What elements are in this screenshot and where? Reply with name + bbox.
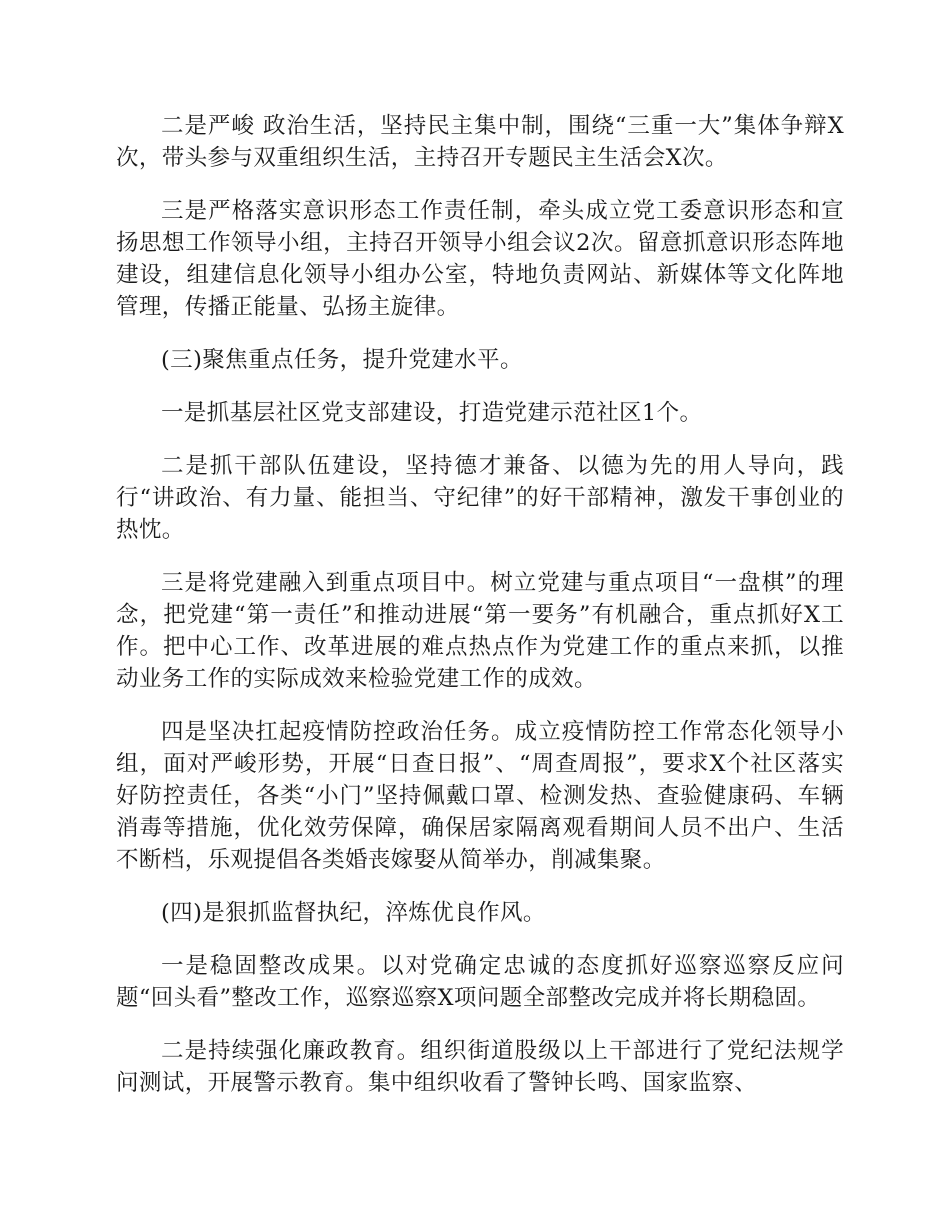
paragraph-integrity-education: 二是持续强化廉政教育。组织街道股级以上干部进行了党纪法规学问测试，开展警示教育。集中组织收看了警钟长鸣、国家监察、 [116, 1038, 844, 1096]
paragraph-rectification: 一是稳固整改成果。以对党确定忠诚的态度抓好巡察巡察反应问题“回头看”整改工作，巡察巡察X项问题全部整改完成并将长期稳固。 [116, 953, 844, 1011]
paragraph-ideology-responsibility: 三是严格落实意识形态工作责任制，牵头成立党工委意识形态和宣扬思想工作领导小组，主持召开领导小组会议2次。留意抓意识形态阵地建设，组建信息化领导小组办公室，特地负责网站、新媒体等文化阵地管理，传播正能量、弘扬主旋律。 [116, 198, 844, 320]
paragraph-cadre-team: 二是抓干部队伍建设，坚持德才兼备、以德为先的用人导向，践行“讲政治、有力量、能担当、守纪律”的好干部精神，激发干事创业的热忱。 [116, 453, 844, 543]
paragraph-key-projects: 三是将党建融入到重点项目中。树立党建与重点项目“一盘棋”的理念，把党建“第一责任”和推动进展“第一要务”有机融合，重点抓好X工作。把中心工作、改革进展的难点热点作为党建工作的重点来抓，以推动业务工作的实际成效来检验党建工作的成效。 [116, 570, 844, 692]
paragraph-democratic-life: 二是严峻 政治生活，坚持民主集中制，围绕“三重一大”集体争辩X次，带头参与双重组织生活，主持召开专题民主生活会X次。 [116, 113, 844, 171]
paragraph-community-branch: 一是抓基层社区党支部建设，打造党建示范社区1个。 [161, 400, 703, 426]
section-heading-supervision: (四)是狠抓监督执纪，淬炼优良作风。 [161, 900, 546, 926]
paragraph-epidemic-control: 四是坚决扛起疫情防控政治任务。成立疫情防控工作常态化领导小组，面对严峻形势，开展“日查日报”、“周查周报”，要求X个社区落实好防控责任，各类“小门”坚持佩戴口罩、检测发热、查验健康码、车辆消毒等措施，优化效劳保障，确保居家隔离观看期间人员不出户、生活不断档，乐观提倡各类婚丧嫁娶从简举办，削减集聚。 [116, 719, 844, 873]
section-heading-key-tasks: (三)聚焦重点任务，提升党建水平。 [161, 347, 523, 373]
document-page [116, 110, 844, 1120]
